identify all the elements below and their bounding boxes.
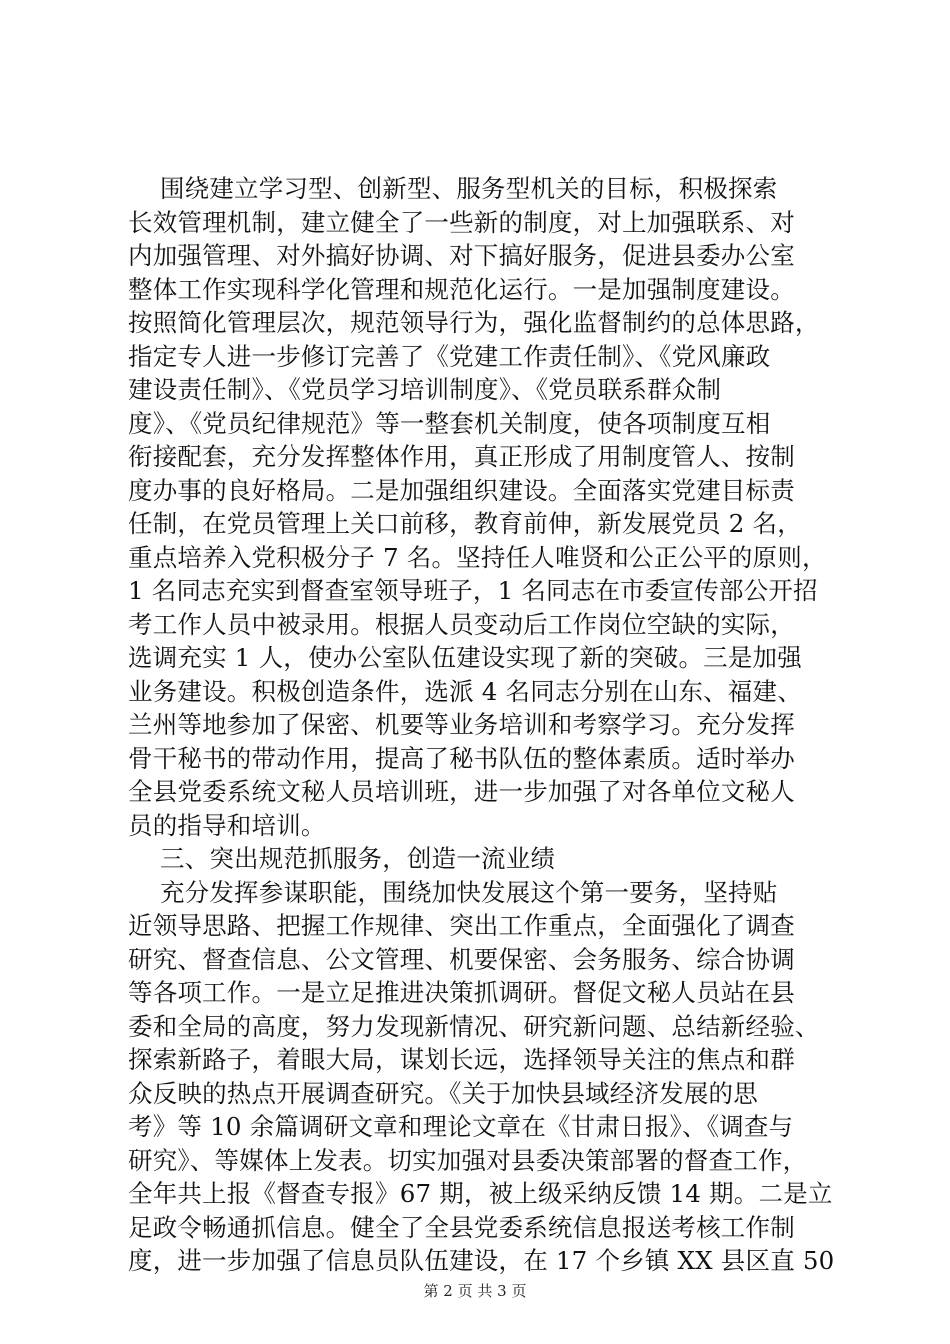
text-line: 考》等 10 余篇调研文章和理论文章在《甘肃日报》、《调查与 xyxy=(128,1112,794,1141)
text-line: 兰州等地参加了保密、机要等业务培训和考察学习。充分发挥 xyxy=(128,710,795,739)
text-line: 近领导思路、把握工作规律、突出工作重点，全面强化了调查 xyxy=(128,911,795,940)
text-line: 业务建设。积极创造条件，选派 4 名同志分别在山东、福建、 xyxy=(128,676,802,706)
text-line: 任制，在党员管理上关口前移，教育前伸，新发展党员 2 名， xyxy=(128,509,802,538)
text-line: 按照简化管理层次，规范领导行为，强化监督制约的总体思路， xyxy=(128,308,820,337)
body-text xyxy=(128,172,835,1278)
text-line: 度，进一步加强了信息员队伍建设，在 17 个乡镇 XX 县区直 50 xyxy=(128,1246,835,1275)
text-line: 整体工作实现科学化管理和规范化运行。一是加强制度建设。 xyxy=(128,274,795,304)
text-line: 等各项工作。一是立足推进决策抓调研。督促文秘人员站在县 xyxy=(128,978,795,1007)
text-line: 衔接配套，充分发挥整体作用，真正形成了用制度管人、按制 xyxy=(128,442,795,471)
text-line: 骨干秘书的带动作用，提高了秘书队伍的整体素质。适时举办 xyxy=(128,743,795,773)
text-line: 1 名同志充实到督查室领导班子，1 名同志在市委宣传部公开招 xyxy=(128,576,818,605)
text-line: 研究》、等媒体上发表。切实加强对县委决策部署的督查工作， xyxy=(128,1145,808,1175)
text-line: 研究、督查信息、公文管理、机要保密、会务服务、综合协调 xyxy=(128,944,795,974)
text-line: 度》、《党员纪律规范》等一整套机关制度，使各项制度互相 xyxy=(128,408,771,438)
text-line: 指定专人进一步修订完善了《党建工作责任制》、《党风廉政 xyxy=(128,341,771,371)
text-line: 员的指导和培训。 xyxy=(128,810,326,840)
text-line: 重点培养入党积极分子 7 名。坚持任人唯贤和公正公平的原则， xyxy=(128,542,827,572)
text-line: 度办事的良好格局。二是加强组织建设。全面落实党建目标责 xyxy=(128,475,795,505)
page-footer: 第 2 页 共 3 页 xyxy=(423,1282,527,1300)
section-heading: 三、突出规范抓服务，创造一流业绩 xyxy=(128,844,556,873)
text-line: 全年共上报《督查专报》67 期，被上级采纳反馈 14 期。二是立 xyxy=(128,1179,833,1208)
text-line: 围绕建立学习型、创新型、服务型机关的目标，积极探索 xyxy=(128,174,778,203)
text-line: 足政令畅通抓信息。健全了全县党委系统信息报送考核工作制 xyxy=(128,1212,795,1242)
text-line: 长效管理机制，建立健全了一些新的制度，对上加强联系、对 xyxy=(128,207,795,237)
text-line: 建设责任制》、《党员学习培训制度》、《党员联系群众制 xyxy=(128,375,722,404)
text-line: 充分发挥参谋职能，围绕加快发展这个第一要务，坚持贴 xyxy=(128,877,778,907)
text-line: 探索新路子，着眼大局，谋划长远，选择领导关注的焦点和群 xyxy=(128,1045,795,1074)
text-line: 全县党委系统文秘人员培训班，进一步加强了对各单位文秘人 xyxy=(128,777,795,806)
text-line: 选调充实 1 人，使办公室队伍建设实现了新的突破。三是加强 xyxy=(128,643,802,672)
text-line: 内加强管理、对外搞好协调、对下搞好服务，促进县委办公室 xyxy=(128,241,795,270)
text-line: 委和全局的高度，努力发现新情况、研究新问题、总结新经验、 xyxy=(128,1011,820,1041)
text-line: 众反映的热点开展调查研究。《关于加快县域经济发展的思 xyxy=(128,1078,758,1108)
text-line: 考工作人员中被录用。根据人员变动后工作岗位空缺的实际， xyxy=(128,609,795,639)
